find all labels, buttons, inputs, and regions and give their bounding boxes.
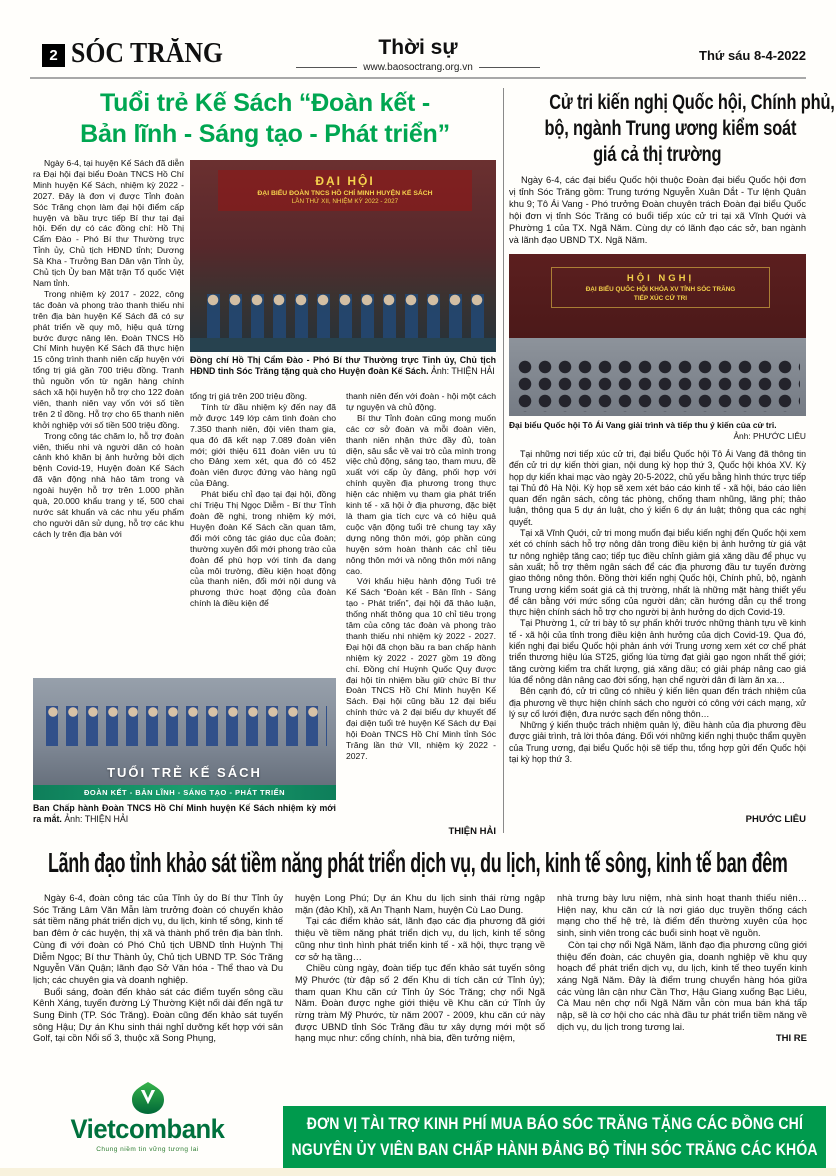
bottom-article-title: Lãnh đạo tỉnh khảo sát tiềm năng phát triển dịch vụ, du lịch, kinh tế sông, kinh tế ban đêm — [48, 847, 788, 878]
photo-overlay-text: TUỔI TRẺ KẾ SÁCH — [107, 765, 262, 780]
website-url: www.baosoctrang.org.vn — [363, 62, 473, 73]
photo-caption — [190, 355, 496, 377]
bottom-article-column-3 — [557, 893, 807, 1095]
photo-credit: Ảnh: THIỆN HẢI — [430, 366, 495, 376]
banner-text: ĐẠI BIỂU QUỐC HỘI KHÓA XV TỈNH SÓC TRĂNG — [585, 285, 736, 293]
paragraph: Tại các điểm khảo sát, lãnh đạo các địa phương đã giới thiệu về tiềm năng phát triển dịch vụ, du lịch, kinh tế sông cũng như tình hình phát triển kinh tế - xã hội, thực trạng về cơ sở hạ tầng… — [295, 916, 545, 962]
paragraph: Trong công tác chăm lo, hỗ trợ đoàn viên, thiếu nhi và người dân có hoàn cảnh khó khăn bị ảnh hưởng bởi dịch bệnh Covid-19, Huyện đoàn Kế Sách đã vận động nhà hảo tâm trong và ngoài huyện hỗ trợ trên 1.000 phần quà, 20.000 khẩu trang y tế, 500 chai nước sát khuẩn và các nhu yếu phẩm cho người dân sử dụng, hỗ trợ các khu cách ly trên địa bàn với — [33, 430, 184, 539]
vietcombank-tagline: Chung niềm tin vững tương lai — [96, 1146, 199, 1153]
bottom-article-column-2 — [295, 893, 545, 1095]
right-article-body — [509, 449, 806, 811]
banner-text: LẦN THỨ XII, NHIỆM KỲ 2022 - 2027 — [291, 197, 399, 205]
title-line: Cử tri kiến nghị Quốc hội, Chính phủ, — [549, 91, 835, 114]
left-article-column-3 — [346, 391, 496, 824]
caption-text: Đại biểu Quốc hội Tô Ái Vang giải trình và tiếp thu ý kiến của cử tri. — [509, 420, 777, 430]
paragraph: Chiều cùng ngày, đoàn tiếp tục đến khảo sát tuyến sông Mỹ Phước (từ đập số 2 đến Khu di tích căn cứ Tỉnh ủy); tham quan Khu căn cứ Tỉnh ủy Sóc Trăng; chợ nổi Ngã Năm. Đoàn được nghe giới thiệu về Khu căn cứ Tỉnh ủy rừng tràm Mỹ Phước, từ năm 2007 - 2009, khu căn cứ này được UBND tỉnh Sóc Trăng đầu tư xây dựng mới một số hạng mục như: cống chính, nhà bia, đền tưởng niệm, — [295, 963, 545, 1044]
paragraph: Tại xã Vĩnh Quới, cử tri mong muốn đại biểu kiến nghị đến Quốc hội xem xét có chính sách hỗ trợ nông dân trong điều kiện bị ảnh hưởng từ giá vật tư nông nghiệp tăng cao; tiếp tục điều chỉnh giảm giá xăng dầu để phục vụ sản xuất; hỗ trợ thêm ngân sách để các địa phương đầu tư tuyến đường giao thông nông thôn. Đồng thời kiến nghị Quốc hội, Chính phủ, bộ, ngành Trung ương kiểm soát giá cả thị trường, nhất là những mặt hàng thiết yếu để cân bằng với mức sống của người dân; cần hướng dẫn cụ thể trong thực hiện chính sách hỗ trợ cho người bị ảnh hưởng do dịch Covid-19. — [509, 528, 806, 618]
section-title: Thời sự — [378, 36, 458, 59]
caption-text: Ban Chấp hành Đoàn TNCS Hồ Chí Minh huyện Kế Sách nhiệm kỳ mới ra mắt. — [33, 803, 336, 824]
website-row — [296, 62, 540, 73]
paragraph: Tại Phường 1, cử tri bày tỏ sự phấn khởi trước những thành tựu về kinh tế - xã hội của tỉnh trong điều kiện ảnh hưởng của dịch Covid-19. Qua đó, kiến nghị đại biểu Quốc hội phản ánh với Trung ương xem xét cơ chế phát triển thương hiệu lúa ST25, giống lúa từng đạt giải gạo ngon nhất thế giới; tăng cường kiểm tra chất lượng, giá xăng dầu; có giải pháp nâng cao giá lúa để nông dân nâng cao đời sống, hạn chế người dân đi làm ăn xa… — [509, 618, 806, 685]
paragraph: Với khẩu hiệu hành động Tuổi trẻ Kế Sách “Đoàn kết - Bản lĩnh - Sáng tạo - Phát triển”, đại hội đã thảo luận, thống nhất thông qua 10 chỉ tiêu trọng tâm của công tác đoàn và phong trào thanh thiếu nhi nhiệm kỳ 2022 - 2027. Đại hội đã chọn bầu ra ban chấp hành nhiệm kỳ 2022 - 2027 gồm 19 đồng chí. Đồng chí Huỳnh Quốc Quy được đại hội tín nhiệm bầu giữ chức Bí thư Đoàn TNCS Hồ Chí Minh huyện Kế Sách. Đại hội cũng bầu 12 đại biểu chính thức và 2 đại biểu dự khuyết để đại diện tuổi trẻ huyện Kế Sách dự Đại hội Đoàn TNCS Hồ Chí Minh tỉnh Sóc Trăng lần thứ VII, nhiệm kỳ 2022 - 2027. — [346, 576, 496, 761]
conference-backdrop-banner — [551, 267, 771, 308]
right-article-lead: Ngày 6-4, các đại biểu Quốc hội thuộc Đoàn đại biểu Quốc hội đơn vị tỉnh Sóc Trăng gồm: Trung tướng Nguyễn Xuân Dắt - Tư lệnh Quân khu 9; Tô Ái Vang - Phó trưởng Đoàn chuyên trách Đoàn đại biểu Quốc hội đơn vị tỉnh Sóc Trăng có buổi tiếp xúc cử tri tại xã Vĩnh Quới và Phường 1 của TX. Ngã Năm. Cùng dự có lãnh đạo các sở, ban ngành và lãnh đạo UBND TX. Ngã Năm. — [509, 175, 806, 245]
paragraph: Phát biểu chỉ đạo tại đại hội, đồng chí Triệu Thị Ngọc Diễm - Bí thư Tỉnh đoàn đề nghị, trong nhiệm kỳ mới, Huyện đoàn Kế Sách cần quan tâm, đổi mới công tác giáo dục của đoàn; thường xuyên đổi mới phong trào của đoàn để phù hợp với tính đa dạng của môi trường, điều kiện hoạt động của thanh niên, đổi mới nội dung và phương thức hoạt động của đoàn chính là điều kiện để — [190, 489, 336, 609]
vietcombank-emblem-icon — [129, 1082, 167, 1114]
left-article-byline: THIỆN HẢI — [448, 826, 496, 837]
banner-text: ĐẠI HỘI — [315, 173, 375, 188]
header-rule — [30, 77, 806, 79]
stage-backdrop-banner — [218, 170, 473, 211]
paragraph: Tính từ đầu nhiệm kỳ đến nay đã mở được 149 lớp cảm tình đoàn cho 7.350 thanh niên, đội viên tham gia, qua đó đã kết nạp 7.089 đoàn viên mới; giới thiệu 611 đoàn viên ưu tú cho Đảng xem xét, qua đó có 452 đoàn viên được đứng vào hàng ngũ của Đảng. — [190, 401, 336, 489]
photo-caption — [33, 803, 336, 825]
paragraph: thanh niên đến với đoàn - hội một cách tự nguyện và chủ động. — [346, 391, 496, 412]
group-photo — [33, 678, 336, 800]
title-line: Bản lĩnh - Sáng tạo - Phát triển” — [80, 120, 450, 148]
slogan-strip: ĐOÀN KẾT - BẢN LĨNH - SÁNG TẠO - PHÁT TRIỂN — [33, 785, 336, 800]
people-silhouettes — [202, 294, 484, 338]
page-number: 2 — [42, 44, 65, 67]
title-line: Tuổi trẻ Kế Sách “Đoàn kết - — [99, 89, 431, 117]
issue-date: Thứ sáu 8-4-2022 — [699, 48, 806, 63]
banner-text: ĐẠI BIỂU ĐOÀN TNCS HỒ CHÍ MINH HUYỆN KẾ SÁCH — [257, 189, 433, 197]
audience-silhouettes — [515, 360, 800, 412]
left-article-column-2 — [190, 391, 336, 675]
divider-line — [296, 67, 357, 68]
right-article-title — [509, 90, 835, 168]
vietcombank-wordmark: Vietcombank — [70, 1114, 225, 1144]
photo-credit: Ảnh: PHƯỚC LIÊU — [733, 430, 806, 441]
conference-photo — [509, 254, 806, 416]
bottom-article-byline: THI RE — [775, 1033, 807, 1045]
congress-stage-photo — [190, 160, 496, 352]
photo-credit: Ảnh: THIỆN HẢI — [64, 814, 129, 824]
divider-line — [479, 67, 540, 68]
caption-text: Đồng chí Hồ Thị Cẩm Đào - Phó Bí thư Thường trực Tỉnh ủy, Chủ tịch HĐND tỉnh Sóc Trăng tặng quà cho Huyện đoàn Kế Sách. — [190, 355, 496, 376]
left-article-column-1 — [33, 158, 184, 675]
paragraph: Còn tại chợ nổi Ngã Năm, lãnh đạo địa phương cũng giới thiệu đến đoàn, các chuyên gia, doanh nghiệp về khu quy hoạch để phát triển dịch vụ, du lịch, kinh tế theo tuyến kinh xáng Ngã Năm. Đây là điểm trung chuyển hàng hóa giữa các vùng lân cận như Cần Thơ, Hậu Giang xuống Bạc Liêu, Cà Mau nên chợ nổi Ngã Năm vẫn còn mua bán khá tấp nập, sẽ là cơ hội cho các nhà đầu tư phát triển tiềm năng về dịch vụ, du lịch trong tương lai. — [557, 939, 807, 1032]
people-silhouettes — [42, 706, 327, 746]
paragraph: Trong nhiệm kỳ 2017 - 2022, công tác đoàn và phong trào thanh thiếu nhi trên địa bàn huyện Kế Sách đã có sự phát triển về quy mô, hiệu quả từng bước được nâng lên. Đoàn TNCS Hồ Chí Minh huyện Kế Sách đã thực hiện 15 công trình thanh niên cấp huyện với tổng trị giá gần 700 triệu đồng. Tranh thủ nguồn vốn từ ngân hàng chính sách xã hội huyện hỗ trợ cho 122 đoàn viên, thanh niên vay vốn với số tiền trên 2 tỉ đồng. Hỗ trợ cho 65 thanh niên khởi nghiệp với số tiền 500 triệu đồng. — [33, 288, 184, 430]
sponsor-banner — [283, 1106, 826, 1168]
paragraph: nhà trưng bày lưu niệm, nhà sinh hoạt thanh thiếu niên… Hiện nay, khu căn cứ là nơi giáo dục truyền thống cách mạng cho thế hệ trẻ, là điểm đến thường xuyên của học sinh, sinh viên trong các buổi sinh hoạt về nguồn. — [557, 893, 807, 939]
paragraph: Ngày 6-4, tại huyện Kế Sách đã diễn ra Đại hội đại biểu Đoàn TNCS Hồ Chí Minh huyện Kế Sách, nhiệm kỳ 2022 - 2027. Đây là đơn vị được Tỉnh đoàn Sóc Trăng chọn làm đại hội điểm cấp huyện và bầu trực tiếp Bí thư tại đại hội. Đến dự có các đồng chí: Hồ Thị Cẩm Đào - Phó Bí thư Thường trực Tỉnh ủy, Chủ tịch HĐND tỉnh; Dương Sà Kha - Trưởng Ban Dân vận Tỉnh ủy, Chủ tịch Ủy ban Mặt trận Tổ quốc Việt Nam tỉnh. — [33, 158, 184, 288]
paragraph: Ngày 6-4, đoàn công tác của Tỉnh ủy do Bí thư Tỉnh ủy Sóc Trăng Lâm Văn Mẫn làm trưởng đoàn có chuyến khảo sát tiềm năng phát triển dịch vụ, du lịch, kinh tế sông, kinh tế ban đêm ở các huyện, thị xã và thành phố trên địa bàn tỉnh. Cùng đi với đoàn có Phó Chủ tịch UBND tỉnh Huỳnh Thị Diễm Ngọc; Bí thư Thành ủy, Chủ tịch UBND TP. Sóc Trăng Nguyễn Văn Quận; lãnh đạo Sở Văn hóa - Thể thao và Du lịch; các chuyên gia và doanh nghiệp. — [33, 893, 283, 985]
paragraph: Bên cạnh đó, cử tri cũng có nhiều ý kiến liên quan đến trách nhiệm của địa phương về thực hiện chính sách cho người có công với cách mạng, xử lý sự cố lưới điện, đưa nước sạch đến nông thôn… — [509, 686, 806, 719]
banner-line: ĐƠN VỊ TÀI TRỢ KINH PHÍ MUA BÁO SÓC TRĂNG TẶNG CÁC ĐỒNG CHÍ — [306, 1115, 803, 1133]
banner-text: HỘI NGHỊ — [626, 272, 695, 284]
bottom-article-column-1 — [33, 893, 283, 1095]
left-article-title — [33, 88, 497, 150]
masthead: SÓC TRĂNG — [71, 38, 223, 69]
page-bottom-strip — [0, 1168, 836, 1176]
paragraph: huyện Long Phú; Dự án Khu du lịch sinh thái rừng ngập mặn (đảo Khỉ), xã An Thạnh Nam, huyện Cù Lao Dung. — [295, 893, 545, 915]
vietcombank-logo-block — [15, 1082, 280, 1172]
paragraph: Tại những nơi tiếp xúc cử tri, đại biểu Quốc hội Tô Ái Vang đã thông tin đến cử tri dự kiến thời gian, nội dung kỳ họp thứ 3, Quốc hội khóa XV. Kỳ họp dự kiến khai mạc vào ngày 20-5-2022, chủ yếu bằng hình thức trực tiếp tại Thủ đô Hà Nội. Kỳ họp sẽ xem xét báo cáo kinh tế - xã hội, báo cáo liên quan đến ngân sách, công tác phòng, chống tham nhũng, lãng phí; thảo luận, thông qua 5 dự án luật, cho ý kiến 6 dự án luật; thông qua các nghị quyết. — [509, 449, 806, 527]
banner-line: NGUYÊN ỦY VIÊN BAN CHẤP HÀNH ĐẢNG BỘ TỈNH SÓC TRĂNG CÁC KHÓA — [291, 1141, 818, 1159]
paragraph: Những ý kiến thuộc trách nhiệm quản lý, điều hành của địa phương đều được giải trình, trả lời thỏa đáng. Đối với những kiến nghị thuộc thẩm quyền của Trung ương, đại biểu Quốc hội sẽ tiếp thu, tổng hợp gửi đến Quốc hội tại kỳ họp thứ 3. — [509, 720, 806, 765]
photo-caption — [509, 420, 806, 441]
paragraph: Buổi sáng, đoàn đến khảo sát các điểm tuyến sông cầu Kênh Xáng, tuyến đường Lý Thường Kiệt nối dài đến ngã tư Sung Đinh (TP. Sóc Trăng). Đoàn cũng đến khảo sát tuyến sông Hậu; Dự án Khu sinh thái nghỉ dưỡng kết hợp với sân Golf, tại cồn Nổi số 3, thuộc xã Song Phụng, — [33, 986, 283, 1044]
paragraph: Bí thư Tỉnh đoàn cũng mong muốn các cơ sở đoàn và mỗi đoàn viên, thanh niên nhận thức đầy đủ, toàn diện, sâu sắc về vai trò của mình trong việc chủ động, sáng tạo, tham mưu, đề xuất với cấp ủy đảng, phối hợp với chính quyền địa phương trong thực hiện các nhiệm vụ tham gia phát triển kinh tế - xã hội ở địa phương, đặc biệt là tham gia tích cực và có hiệu quả cuộc vận động tuổi trẻ chung tay xây dựng nông thôn mới, góp phần cùng huyện sớm hoàn thành các chỉ tiêu nông thôn mới và nông thôn mới nâng cao. — [346, 412, 496, 576]
stage-front — [190, 338, 496, 352]
paragraph: tổng trị giá trên 200 triệu đồng. — [190, 391, 308, 401]
column-divider — [503, 88, 504, 833]
banner-text: TIẾP XÚC CỬ TRI — [633, 294, 688, 302]
title-line: bộ, ngành Trung ương kiểm soát — [544, 117, 797, 140]
title-line: giá cả thị trường — [593, 143, 722, 166]
right-article-byline: PHƯỚC LIÊU — [745, 814, 806, 825]
